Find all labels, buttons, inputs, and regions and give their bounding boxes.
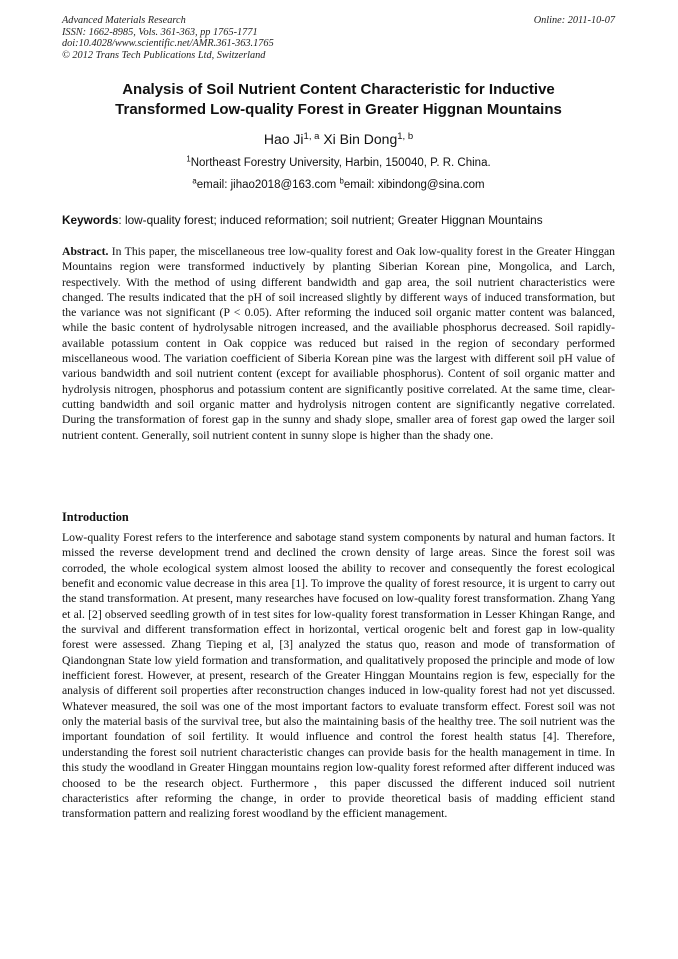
section-heading: Introduction bbox=[62, 510, 129, 524]
affiliation-superscript: 1 bbox=[186, 154, 191, 164]
keywords-text: : low-quality forest; induced reformation; soil nutrient; Greater Higgnan Mountains bbox=[118, 213, 543, 227]
abstract-label: Abstract. bbox=[62, 245, 109, 258]
keywords-label: Keywords bbox=[62, 213, 119, 227]
affiliation bbox=[62, 154, 615, 169]
issn-line: ISSN: 1662-8985, Vols. 361-363, pp 1765-1771 bbox=[62, 26, 258, 38]
affiliation-text: Northeast Forestry University, Harbin, 150040, P. R. China. bbox=[190, 157, 491, 169]
email-superscript: a bbox=[192, 176, 197, 186]
copyright-line: © 2012 Trans Tech Publications Ltd, Switzerland bbox=[62, 50, 266, 62]
introduction-paragraph: Low-quality Forest refers to the interference and sabotage stand system components by natural and human factors. It missed the reverse development trend and declined the crown density of large areas. Since the forest soil was corroded, the whole ecological system almost loosed the ability to recover and consequently the forest ecological benefit and economic value decrease in this area [1]. To improve the quality of forest resource, it is urgent to carry out the stand transformation. At present, many researches have focused on low-quality forest transformation. Zhang Yang et al. [2] observed seedling growth of in test sites for low-quality forest transformation in Lesser Khingan Range, and the survival and different transformation effect in horizontal, vertical orogenic belt and forest gap in low-quality forest were assessed. Zhang Tieping et al, [3] analyzed the status quo, reason and mode of transformation of Qiandongnan State low yield formation and transformation, and qualitatively proposed the principle and mode of low inefficient forest. However, at present, research of the Greater Hinggan Mountains region is few, especially for the analysis of different soil properties after reconstruction changes induced in low-quality forest had not yet discussed. Whatever measured, the soil was one of the most important factors to evaluate transform effect. Forest soil was not only the material basis of the survival tree, but also the maintaining basis of the healthy tree. The soil nutrient was the important foundation of soil fertility. It would influence and control the forest health status [4]. Therefore, understanding the forest soil nutrient characteristic changes can provide basis for the health management in time. In this study the woodland in Greater Hinggan mountains region low-quality forest reformed after different induced was choosed to be the research object. Furthermore，this paper discussed the different induced soil nutrient characteristics after reforming the change, in order to provide theoretical basis of madding efficient stand transformation pattern and realizing forest woodland by the efficient management. bbox=[62, 531, 615, 821]
email-line bbox=[62, 176, 615, 191]
author-superscript: 1, a bbox=[303, 130, 320, 142]
doi-line: doi:10.4028/www.scientific.net/AMR.361-363.1765 bbox=[62, 38, 274, 50]
author-name: Hao Ji bbox=[263, 131, 304, 147]
email-link[interactable]: email: xibindong@sina.com bbox=[343, 179, 485, 191]
author-list bbox=[62, 131, 615, 147]
keywords bbox=[62, 213, 615, 227]
paper-title bbox=[62, 80, 615, 120]
title-line-2: Transformed Low-quality Forest in Greater Higgnan Mountains bbox=[115, 101, 562, 118]
abstract-text: In This paper, the miscellaneous tree low-quality forest and Oak low-quality forest in the Greater Hinggan Mountains region were transformed inductively by planting Siberian Korean pine, Mongolica, and Larch, respectively. With the method of using different bandwidth and gap area, the soil nutrient characteristics were changed. The results indicated that the pH of soil increased slightly by different ways of induced transformation, but the variance was not significant (P < 0.05). After reforming the induced soil organic matter content was balanced, while the basic content of hydrolysable nitrogen increased, and the availiable phosphorus decreased. Soil rapidly-available potassium content in Oak coppice was reduced but raised in the region of secondary performed miscellaneous wood. The variation coefficient of Siberia Korean pine was the largest with different soil pH value of various bandwidth and soil nutrient content (except for availiable phosphorus). Content of soil organic matter and hydrolysis nitrogen, phosphorus and potassium content are significantly positive correlated. At the same time, clear-cutting bandwidth and soil organic matter and hydrolysis nitrogen content are significantly negative correlated. During the transformation of forest gap in the sunny and shady slope, smaller area of forest gap owed the larger soil nutrient content. Generally, soil nutrient content in sunny slope is higher than the shady one. bbox=[62, 245, 615, 442]
email-link[interactable]: email: jihao2018@163.com bbox=[196, 179, 337, 191]
journal-header bbox=[62, 15, 274, 62]
author-superscript: 1, b bbox=[397, 130, 414, 142]
abstract bbox=[62, 244, 615, 443]
title-line-1: Analysis of Soil Nutrient Content Characteristic for Inductive bbox=[122, 81, 555, 98]
email-superscript: b bbox=[339, 176, 344, 186]
online-date: Online: 2011-10-07 bbox=[533, 15, 615, 26]
author-name: Xi Bin Dong bbox=[323, 131, 398, 147]
journal-name: Advanced Materials Research bbox=[62, 15, 186, 26]
